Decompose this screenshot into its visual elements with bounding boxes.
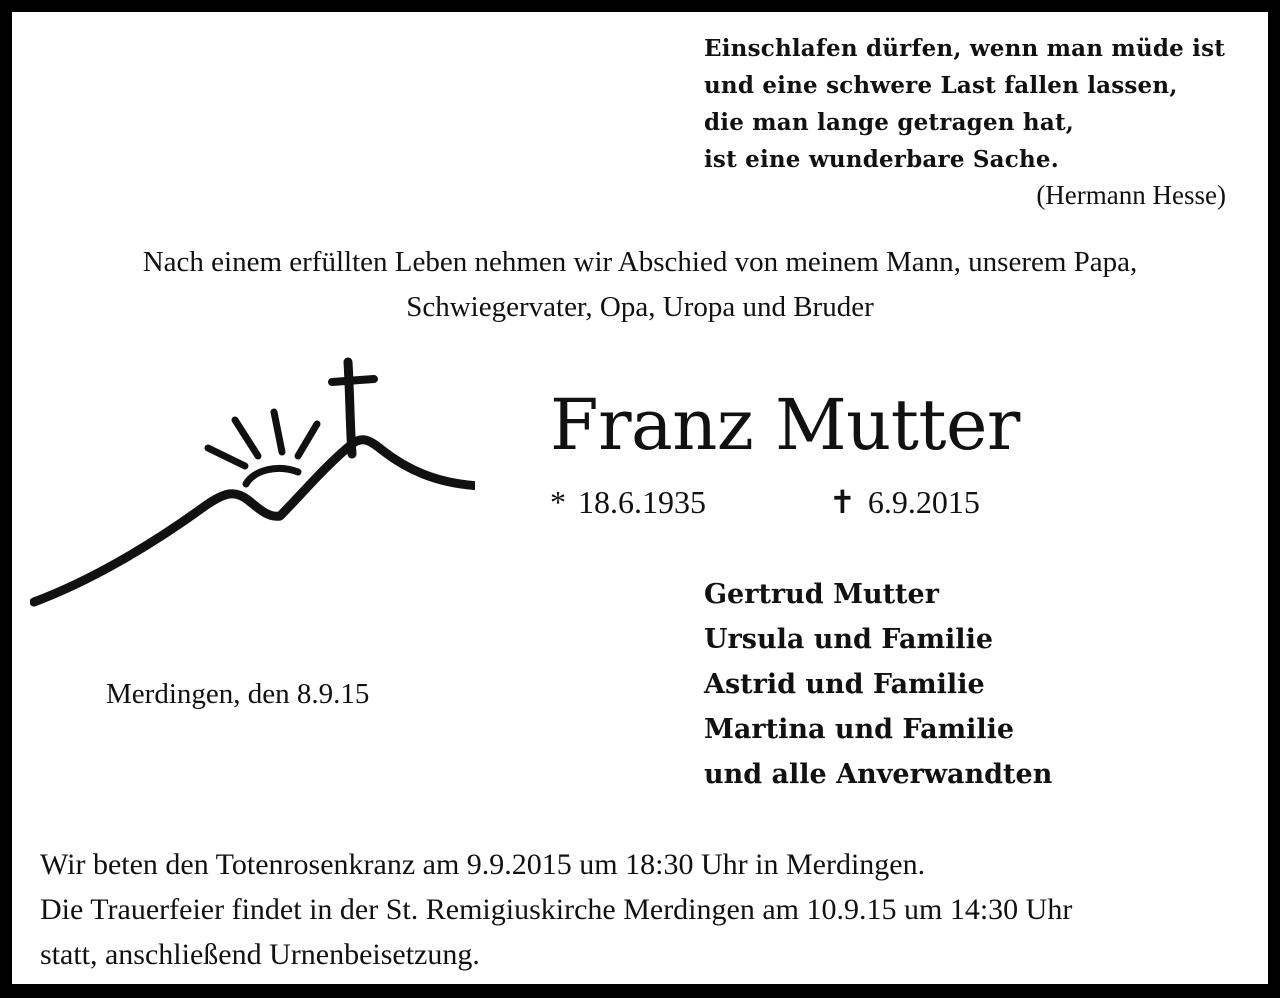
mourners-list — [704, 572, 1052, 797]
mourner: Martina und Familie — [704, 714, 1015, 745]
birth-date: 18.6.1935 — [578, 484, 706, 520]
quote-line: und eine schwere Last fallen lassen, — [704, 72, 1178, 99]
intro-text — [12, 240, 1268, 330]
service-line: Wir beten den Totenrosenkranz am 9.9.2015 um 18:30 Uhr in Merdingen. — [40, 848, 926, 881]
death-date-group — [829, 482, 980, 522]
service-line: Die Trauerfeier findet in der St. Remigiuskirche Merdingen am 10.9.15 um 14:30 Uhr — [40, 893, 1073, 926]
mountain-sun-cross-icon — [30, 356, 475, 614]
mourner: und alle Anverwandten — [704, 759, 1053, 790]
service-details — [40, 842, 1072, 977]
intro-line: Schwiegervater, Opa, Uropa und Bruder — [406, 291, 874, 323]
quote-line: ist eine wunderbare Sache. — [704, 146, 1059, 173]
cross-icon: ✝ — [829, 484, 856, 520]
mourner: Gertrud Mutter — [704, 579, 939, 610]
star-icon: * — [550, 484, 566, 520]
service-line: statt, anschließend Urnenbeisetzung. — [40, 938, 480, 971]
deceased-name: Franz Mutter — [550, 384, 1020, 466]
mourner: Ursula und Familie — [704, 624, 993, 655]
quote-line: Einschlafen dürfen, wenn man müde ist — [704, 35, 1226, 62]
quote-author: (Hermann Hesse) — [1036, 180, 1226, 210]
death-date: 6.9.2015 — [867, 484, 980, 520]
mourner: Astrid und Familie — [704, 669, 985, 700]
obituary-notice — [12, 12, 1268, 984]
birth-date-group — [550, 482, 706, 522]
quote-line: die man lange getragen hat, — [704, 109, 1074, 136]
quote — [704, 30, 1225, 178]
place-date: Merdingen, den 8.9.15 — [106, 678, 370, 710]
intro-line: Nach einem erfüllten Leben nehmen wir Abschied von meinem Mann, unserem Papa, — [142, 246, 1138, 278]
